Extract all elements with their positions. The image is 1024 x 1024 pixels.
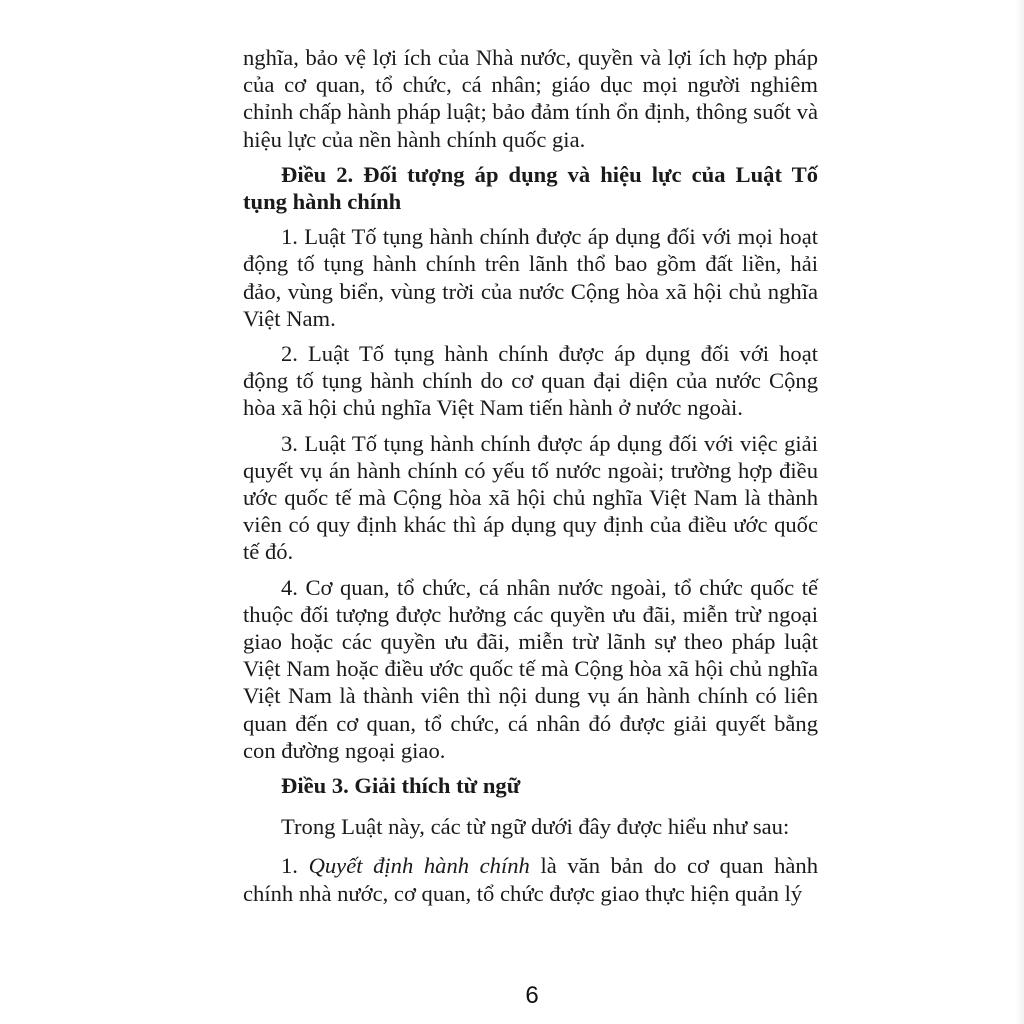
article2-heading: Điều 2. Đối tượng áp dụng và hiệu lực của Luật Tố tụng hành chính <box>243 161 818 215</box>
paper-edge <box>1016 0 1024 1024</box>
defined-term: Quyết định hành chính <box>308 853 530 879</box>
article2-clause-4: 4. Cơ quan, tổ chức, cá nhân nước ngoài, tổ chức quốc tế thuộc đối tượng được hưởng các quyền ưu đãi, miễn trừ ngoại giao hoặc các quyền ưu đãi, miễn trừ lãnh sự theo pháp luật Việt Nam hoặc điều ước quốc tế mà Cộng hòa xã hội chủ nghĩa Việt Nam là thành viên thì nội dung vụ án hành chính có liên quan đến cơ quan, tổ chức, cá nhân đó được giải quyết bằng con đường ngoại giao. <box>243 574 818 763</box>
page-number: 6 <box>525 982 539 1009</box>
article2-clause-3: 3. Luật Tố tụng hành chính được áp dụng đối với việc giải quyết vụ án hành chính có yếu tố nước ngoài; trường hợp điều ước quốc tế mà Cộng hòa xã hội chủ nghĩa Việt Nam là thành viên có quy định khác thì áp dụng quy định của điều ước quốc tế đó. <box>243 430 818 565</box>
article1-continuation: nghĩa, bảo vệ lợi ích của Nhà nước, quyền và lợi ích hợp pháp của cơ quan, tổ chức, cá nhân; giáo dục mọi người nghiêm chỉnh chấp hành pháp luật; bảo đảm tính ổn định, thông suốt và hiệu lực của nền hành chính quốc gia. <box>243 45 818 152</box>
article2-clause-2: 2. Luật Tố tụng hành chính được áp dụng đối với hoạt động tố tụng hành chính do cơ quan đại diện của nước Cộng hòa xã hội chủ nghĩa Việt Nam tiến hành ở nước ngoài. <box>243 341 818 421</box>
article3-intro: Trong Luật này, các từ ngữ dưới đây được hiểu như sau: <box>281 814 790 840</box>
clause-text: là văn bản do cơ quan hành chính nhà nước, cơ quan, tổ chức được giao thực hiện quản lý <box>243 853 819 906</box>
article3-heading: Điều 3. Giải thích từ ngữ <box>281 773 521 799</box>
article2-clause-1: 1. Luật Tố tụng hành chính được áp dụng đối với mọi hoạt động tố tụng hành chính trên lãnh thổ bao gồm đất liền, hải đảo, vùng biển, vùng trời của nước Cộng hòa xã hội chủ nghĩa Việt Nam. <box>243 224 818 331</box>
clause-number: 1. <box>281 853 298 879</box>
page-body <box>243 44 818 915</box>
article3-clause-1 <box>243 852 818 906</box>
